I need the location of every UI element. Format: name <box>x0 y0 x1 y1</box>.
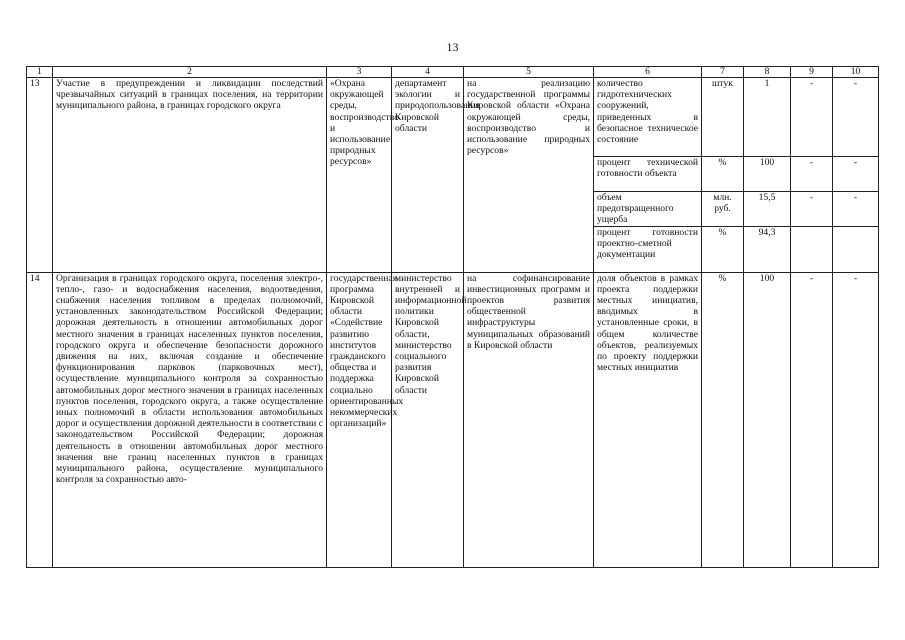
header-cell-6: 6 <box>594 67 702 78</box>
row13-number: 13 <box>27 78 53 273</box>
header-cell-4: 4 <box>392 67 464 78</box>
header-cell-1: 1 <box>27 67 53 78</box>
row14-c9: - <box>791 272 833 567</box>
row13-value-1: 1 <box>744 78 791 157</box>
row13-c10-4 <box>833 226 879 272</box>
header-cell-3: 3 <box>327 67 392 78</box>
row13-unit-4: % <box>702 226 744 272</box>
row13-c10-3: - <box>833 192 879 227</box>
row13-value-4: 94,3 <box>744 226 791 272</box>
row14-unit: % <box>702 272 744 567</box>
row13-indicator-2: процент технической готовности объекта <box>594 157 702 192</box>
row14-program: государственная программа Кировской области «Содействие развитию институтов гражданского общества и поддержка социально ориентированных некоммерческих организаций» <box>327 272 392 567</box>
row13-indicator-4: процент готовности проектно-сметной документации <box>594 226 702 272</box>
table-row-14 <box>27 272 879 567</box>
row13-indicator-3: объем предотвращенного ущерба <box>594 192 702 227</box>
row13-program: «Охрана окружающей среды, воспроизводство и использование природных ресурсов» <box>327 78 392 273</box>
row13-value-3: 15,5 <box>744 192 791 227</box>
header-cell-2: 2 <box>53 67 327 78</box>
header-cell-8: 8 <box>744 67 791 78</box>
row13-activity: Участие в предупреждении и ликвидации последствий чрезвычайных ситуаций в границах поселения, на территории муниципального района, в границах городского округа <box>53 78 327 273</box>
table-row-13 <box>27 78 879 157</box>
row13-unit-3: млн. руб. <box>702 192 744 227</box>
row14-purpose: на софинансирование инвестиционных программ и проектов развития общественной инфраструктуры муниципальных образований в Кировской области <box>464 272 594 567</box>
row13-c9-1: - <box>791 78 833 157</box>
row13-unit-1: штук <box>702 78 744 157</box>
row14-value: 100 <box>744 272 791 567</box>
row14-c10: - <box>833 272 879 567</box>
row13-c9-3: - <box>791 192 833 227</box>
row14-indicator: доля объектов в рамках проекта поддержки местных инициатив, вводимых в установленные сроки, в общем количестве объектов, реализуемых по проекту поддержки местных инициатив <box>594 272 702 567</box>
row13-c9-2: - <box>791 157 833 192</box>
row13-value-2: 100 <box>744 157 791 192</box>
row14-activity-cell <box>53 272 327 567</box>
row13-c9-4 <box>791 226 833 272</box>
row13-unit-2: % <box>702 157 744 192</box>
page-number: 13 <box>446 40 459 54</box>
row14-activity: Организация в границах городского округа, поселения электро-, тепло-, газо- и водоснабжения населения, водоотведения, снабжения населения топливом в пределах полномочий, установленных законодательством Российской Федерации; дорожная деятельность в отношении автомобильных дорог местного значения в границах населенных пунктов поселения, городского округа и обеспечение безопасности дорожного движения на них, включая создание и обеспечение функционирования парковок (парковочных мест), осуществление муниципального контроля за сохранностью автомобильных дорог местного значения в границах населенных пунктов поселения, городского округа, а также осуществление иных полномочий в области использования автомобильных дорог и осуществления дорожной деятельности в соответствии с законодательством Российской Федерации; дорожная деятельность в отношении автомобильных дорог местного значения вне границ населенных пунктов в границах муниципального района, осуществление муниципального контроля за сохранностью авто- <box>56 272 323 486</box>
header-cell-5: 5 <box>464 67 594 78</box>
row13-c10-1: - <box>833 78 879 157</box>
row13-indicator-1: количество гидротехнических сооружений, приведенных в безопасное техническое состояние <box>594 78 702 157</box>
header-cell-10: 10 <box>833 67 879 78</box>
row13-c10-2: - <box>833 157 879 192</box>
header-row <box>27 67 879 78</box>
row13-purpose: на реализацию государственной программы Кировской области «Охрана окружающей среды, воспроизводство и использование природных ресурсов» <box>464 78 594 273</box>
document-table <box>26 66 879 568</box>
row14-department: министерство внутренней и информационной политики Кировской области, министерство социального развития Кировской области <box>392 272 464 567</box>
row14-number: 14 <box>27 272 53 567</box>
row13-department: департамент экологии и природопользования Кировской области <box>392 78 464 273</box>
header-cell-7: 7 <box>702 67 744 78</box>
header-cell-9: 9 <box>791 67 833 78</box>
